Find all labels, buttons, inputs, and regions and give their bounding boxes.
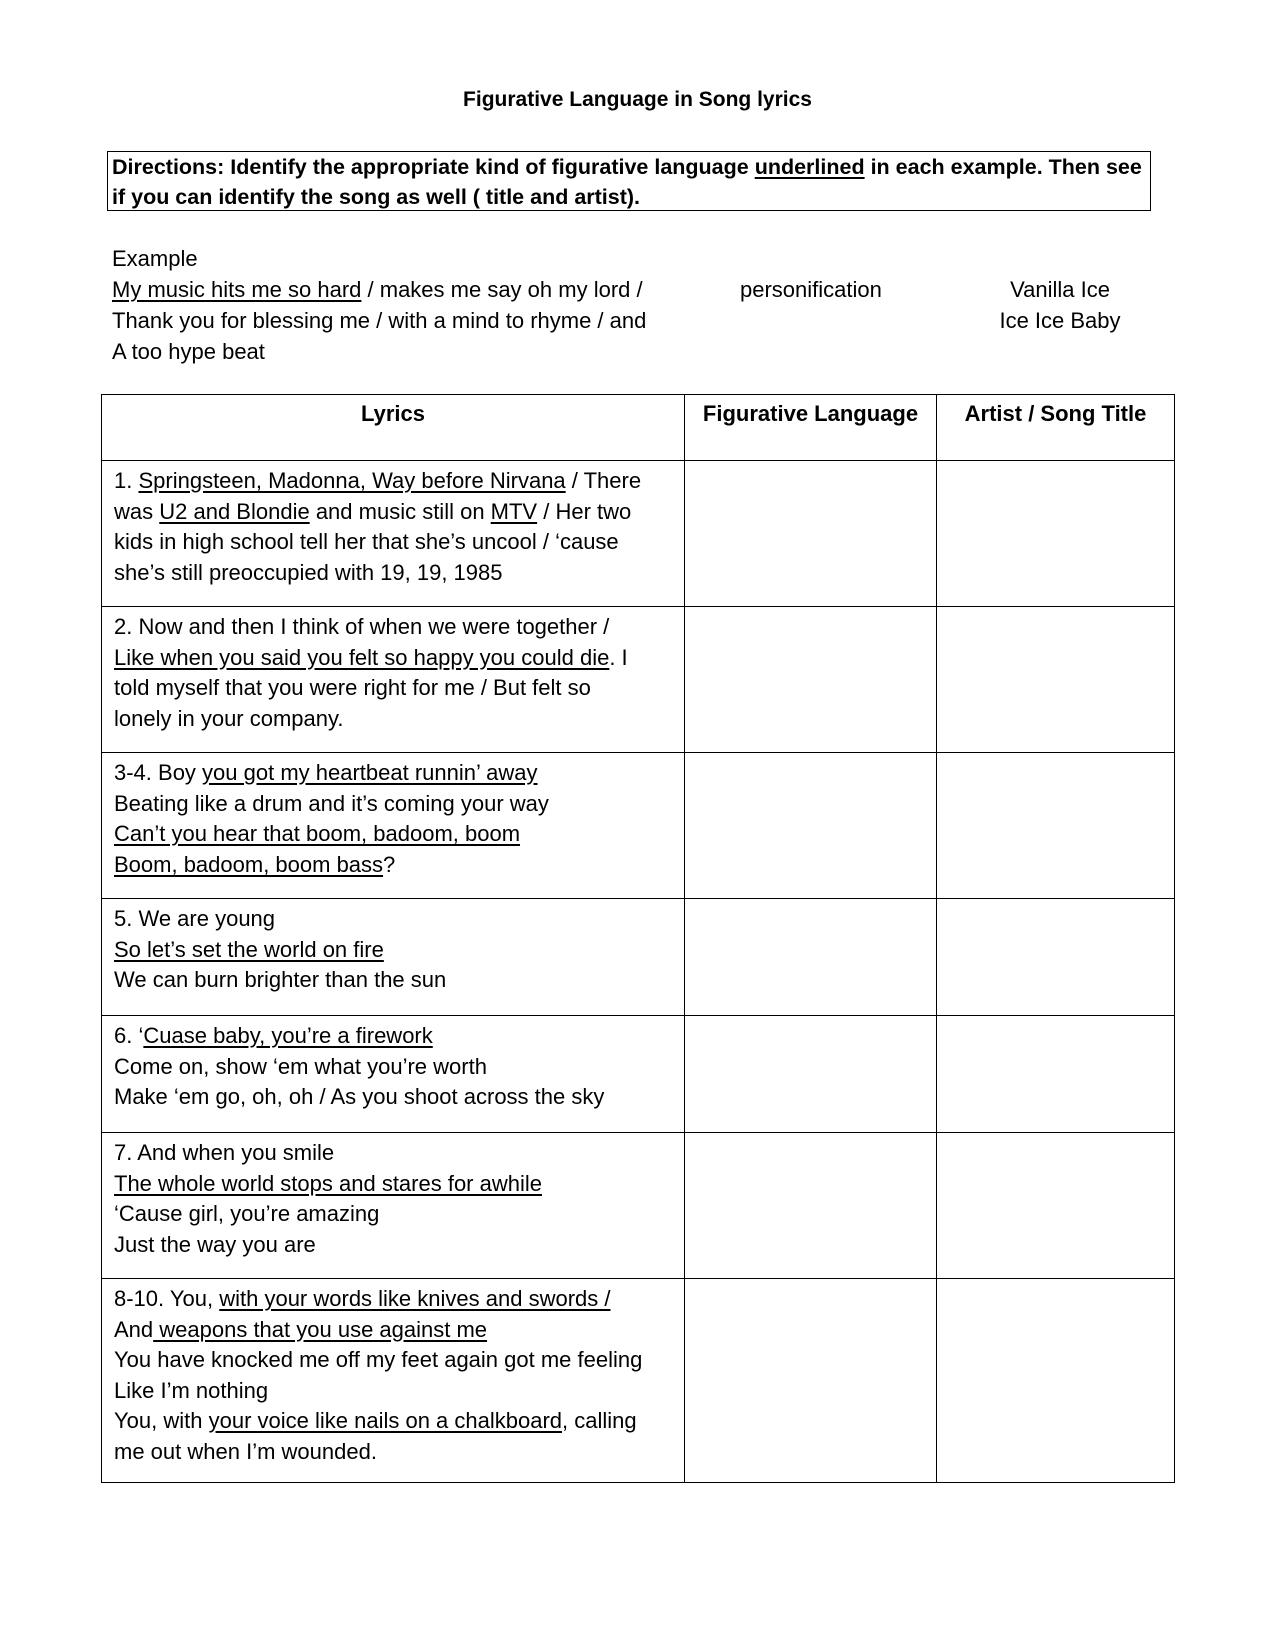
lyric-text: / Her two <box>537 498 632 524</box>
artist-song-answer-cell[interactable] <box>937 1133 1175 1279</box>
header-figurative-language: Figurative Language <box>685 395 937 461</box>
lyric-text: Make ‘em go, oh, oh / As you shoot across the sky <box>114 1084 605 1109</box>
lyrics-cell <box>102 1133 685 1279</box>
header-artist-song-title: Artist / Song Title <box>937 395 1175 461</box>
example-artist-song <box>970 274 1150 336</box>
lyric-line <box>114 1345 672 1376</box>
figurative-language-answer-cell[interactable] <box>685 1016 937 1133</box>
example-label: Example <box>112 246 198 271</box>
artist-song-answer-cell[interactable] <box>937 607 1175 753</box>
lyric-text: 8-10. You, <box>114 1286 220 1311</box>
example-line-3: A too hype beat <box>112 339 265 364</box>
lyric-line <box>114 758 672 789</box>
example-answer: personification <box>740 277 882 302</box>
lyric-line <box>114 1437 672 1468</box>
lyric-line <box>114 789 672 820</box>
lyric-text: lonely in your company. <box>114 705 344 731</box>
lyric-line <box>114 497 672 528</box>
figurative-language-answer-cell[interactable] <box>685 1133 937 1279</box>
table-header-row <box>102 395 1175 461</box>
lyric-text: she’s still preoccupied with 19, 19, 1985 <box>114 559 503 585</box>
lyric-text: 6. ‘ <box>114 1023 144 1048</box>
example-block <box>112 243 692 367</box>
example-line-1 <box>112 274 692 305</box>
directions-underlined-word: underlined <box>754 155 865 179</box>
example-artist: Vanilla Ice <box>1010 277 1110 302</box>
lyric-line <box>114 673 672 704</box>
lyric-line <box>114 1315 672 1346</box>
lyrics-table <box>101 394 1175 1483</box>
underlined-phrase: Cuase baby, you’re a firework <box>143 1023 433 1048</box>
lyric-line <box>114 1138 672 1169</box>
lyric-text: was <box>114 498 160 524</box>
artist-song-answer-cell[interactable] <box>937 1016 1175 1133</box>
lyric-line <box>114 558 672 589</box>
lyric-text: me out when I’m wounded. <box>114 1438 377 1464</box>
lyric-text: 7. And when you smile <box>114 1140 335 1165</box>
lyric-text: and music still on <box>309 498 491 524</box>
artist-song-answer-cell[interactable] <box>937 1279 1175 1483</box>
example-underlined-phrase: My music hits me so hard <box>112 277 362 302</box>
lyrics-cell <box>102 461 685 607</box>
lyrics-cell <box>102 1279 685 1483</box>
figurative-language-answer-cell[interactable] <box>685 753 937 899</box>
underlined-phrase: Can’t you hear that boom, badoom, boom <box>114 821 521 846</box>
lyric-text: told myself that you were right for me / But felt so <box>114 675 591 700</box>
lyric-line <box>114 965 672 996</box>
artist-song-answer-cell[interactable] <box>937 461 1175 607</box>
lyric-text: , calling <box>562 1408 637 1433</box>
lyric-text: 1. <box>114 468 139 493</box>
lyric-text: / There <box>565 468 642 493</box>
lyric-text: We can burn brighter than the sun <box>114 967 447 992</box>
artist-song-answer-cell[interactable] <box>937 753 1175 899</box>
table-row <box>102 1133 1175 1279</box>
lyric-text: 5. We are young <box>114 906 276 931</box>
example-song: Ice Ice Baby <box>999 308 1121 333</box>
lyric-line <box>114 904 672 935</box>
lyric-text: Like I’m nothing <box>114 1377 269 1403</box>
lyric-text: . I <box>609 644 628 670</box>
lyrics-cell <box>102 899 685 1016</box>
lyric-text: Just the way you are <box>114 1231 316 1257</box>
lyrics-cell <box>102 753 685 899</box>
directions-box <box>107 151 1151 211</box>
underlined-phrase: weapons that you use against me <box>153 1316 488 1342</box>
lyric-text: ? <box>383 851 396 877</box>
table-row <box>102 607 1175 753</box>
lyric-text: You, with <box>114 1408 209 1433</box>
lyric-line <box>114 1406 672 1437</box>
table-row <box>102 899 1175 1016</box>
underlined-phrase: you got my heartbeat runnin’ away <box>202 760 538 785</box>
underlined-phrase: Boom, badoom, boom bass <box>114 851 384 877</box>
lyric-text: Come on, show ‘em what you’re worth <box>114 1053 487 1079</box>
lyrics-cell <box>102 1016 685 1133</box>
figurative-language-answer-cell[interactable] <box>685 461 937 607</box>
lyric-line <box>114 643 672 674</box>
lyric-text: 3-4. Boy <box>114 760 203 785</box>
example-line-1-rest: / makes me say oh my lord / <box>361 277 643 302</box>
lyric-line <box>114 612 672 643</box>
underlined-phrase: MTV <box>490 498 538 524</box>
figurative-language-answer-cell[interactable] <box>685 607 937 753</box>
underlined-phrase: U2 and Blondie <box>159 498 310 524</box>
header-lyrics: Lyrics <box>102 395 685 461</box>
lyric-line <box>114 935 672 966</box>
lyric-line <box>114 850 672 881</box>
lyric-line <box>114 1284 672 1315</box>
lyric-line <box>114 1052 672 1083</box>
lyric-line <box>114 1199 672 1230</box>
table-row <box>102 1016 1175 1133</box>
lyric-line <box>114 1021 672 1052</box>
directions-text-end: in each example. Then see if you can identify the song as well ( title and artist). <box>112 155 1142 209</box>
underlined-phrase: Like when you said you felt so happy you could die <box>114 644 610 670</box>
directions-text: Directions: Identify the appropriate kind of figurative language <box>112 155 755 179</box>
table-row <box>102 753 1175 899</box>
lyric-line <box>114 527 672 558</box>
underlined-phrase: So let’s set the world on fire <box>114 936 384 962</box>
page-title: Figurative Language in Song lyrics <box>463 88 812 111</box>
lyric-line <box>114 1169 672 1200</box>
underlined-phrase: with your words like knives and swords / <box>219 1286 611 1311</box>
lyric-text: kids in high school tell her that she’s uncool / ‘cause <box>114 529 619 554</box>
lyric-text: ‘Cause girl, you’re amazing <box>114 1201 380 1226</box>
lyric-line <box>114 704 672 735</box>
example-line-2: Thank you for blessing me / with a mind to rhyme / and <box>112 308 647 333</box>
lyric-line <box>114 1082 672 1113</box>
lyric-line <box>114 466 672 497</box>
lyric-text: And <box>114 1316 154 1342</box>
table-row <box>102 1279 1175 1483</box>
underlined-phrase: The whole world stops and stares for awhile <box>114 1170 542 1196</box>
underlined-phrase: Springsteen, Madonna, Way before Nirvana <box>138 468 566 493</box>
lyric-text: Beating like a drum and it’s coming your way <box>114 790 549 816</box>
underlined-phrase: your voice like nails on a chalkboard <box>208 1408 563 1433</box>
table-row <box>102 461 1175 607</box>
lyric-line <box>114 1376 672 1407</box>
artist-song-answer-cell[interactable] <box>937 899 1175 1016</box>
figurative-language-answer-cell[interactable] <box>685 1279 937 1483</box>
lyric-text: You have knocked me off my feet again got me feeling <box>114 1347 643 1372</box>
lyric-line <box>114 819 672 850</box>
lyric-line <box>114 1230 672 1261</box>
figurative-language-answer-cell[interactable] <box>685 899 937 1016</box>
lyric-text: 2. Now and then I think of when we were together / <box>114 614 610 639</box>
lyrics-cell <box>102 607 685 753</box>
